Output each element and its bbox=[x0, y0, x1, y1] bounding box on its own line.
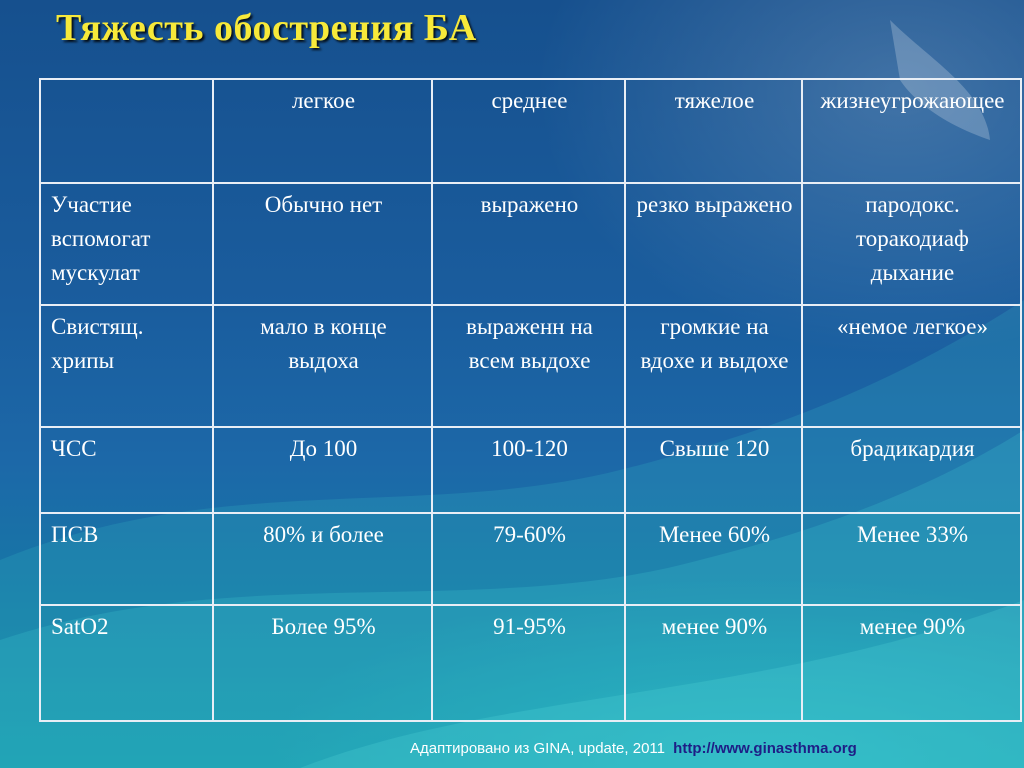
table-row bbox=[40, 513, 1021, 605]
table-cell: 80% и более bbox=[213, 513, 432, 605]
row-label: Свистящ. хрипы bbox=[40, 305, 213, 427]
table-row bbox=[40, 427, 1021, 513]
severity-table bbox=[39, 78, 1022, 722]
row-label: SatO2 bbox=[40, 605, 213, 721]
table-cell: Обычно нет bbox=[213, 183, 432, 305]
source-link[interactable]: http://www.ginasthma.org bbox=[673, 740, 857, 757]
header-cell-moderate: среднее bbox=[432, 79, 625, 183]
table-cell: Менее 33% bbox=[802, 513, 1021, 605]
header-cell-life-threatening: жизнеугрожающее bbox=[802, 79, 1021, 183]
table-cell: выражено bbox=[432, 183, 625, 305]
table-cell: менее 90% bbox=[625, 605, 802, 721]
table-cell: 79-60% bbox=[432, 513, 625, 605]
table-row bbox=[40, 183, 1021, 305]
table-cell: 91-95% bbox=[432, 605, 625, 721]
table-cell: До 100 bbox=[213, 427, 432, 513]
slide-title: Тяжесть обострения БА bbox=[56, 7, 477, 49]
table-cell: брадикардия bbox=[802, 427, 1021, 513]
header-cell-mild: легкое bbox=[213, 79, 432, 183]
table-cell: Свыше 120 bbox=[625, 427, 802, 513]
header-cell-empty bbox=[40, 79, 213, 183]
table-cell: выраженн на всем выдохе bbox=[432, 305, 625, 427]
table-header-row bbox=[40, 79, 1021, 183]
source-text: Адаптировано из GINA, update, 2011 bbox=[410, 740, 665, 757]
table-cell: 100-120 bbox=[432, 427, 625, 513]
table-cell: Более 95% bbox=[213, 605, 432, 721]
header-cell-severe: тяжелое bbox=[625, 79, 802, 183]
row-label: ПСВ bbox=[40, 513, 213, 605]
table-cell: пародокс. торакодиаф дыхание bbox=[802, 183, 1021, 305]
table-cell: «немое легкое» bbox=[802, 305, 1021, 427]
table-cell: менее 90% bbox=[802, 605, 1021, 721]
row-label: ЧСС bbox=[40, 427, 213, 513]
table-row bbox=[40, 605, 1021, 721]
table-cell: резко выражено bbox=[625, 183, 802, 305]
row-label: Участие вспомогат мускулат bbox=[40, 183, 213, 305]
table-cell: Менее 60% bbox=[625, 513, 802, 605]
source-footer bbox=[410, 740, 857, 757]
table-row bbox=[40, 305, 1021, 427]
table-cell: громкие на вдохе и выдохе bbox=[625, 305, 802, 427]
table-cell: мало в конце выдоха bbox=[213, 305, 432, 427]
